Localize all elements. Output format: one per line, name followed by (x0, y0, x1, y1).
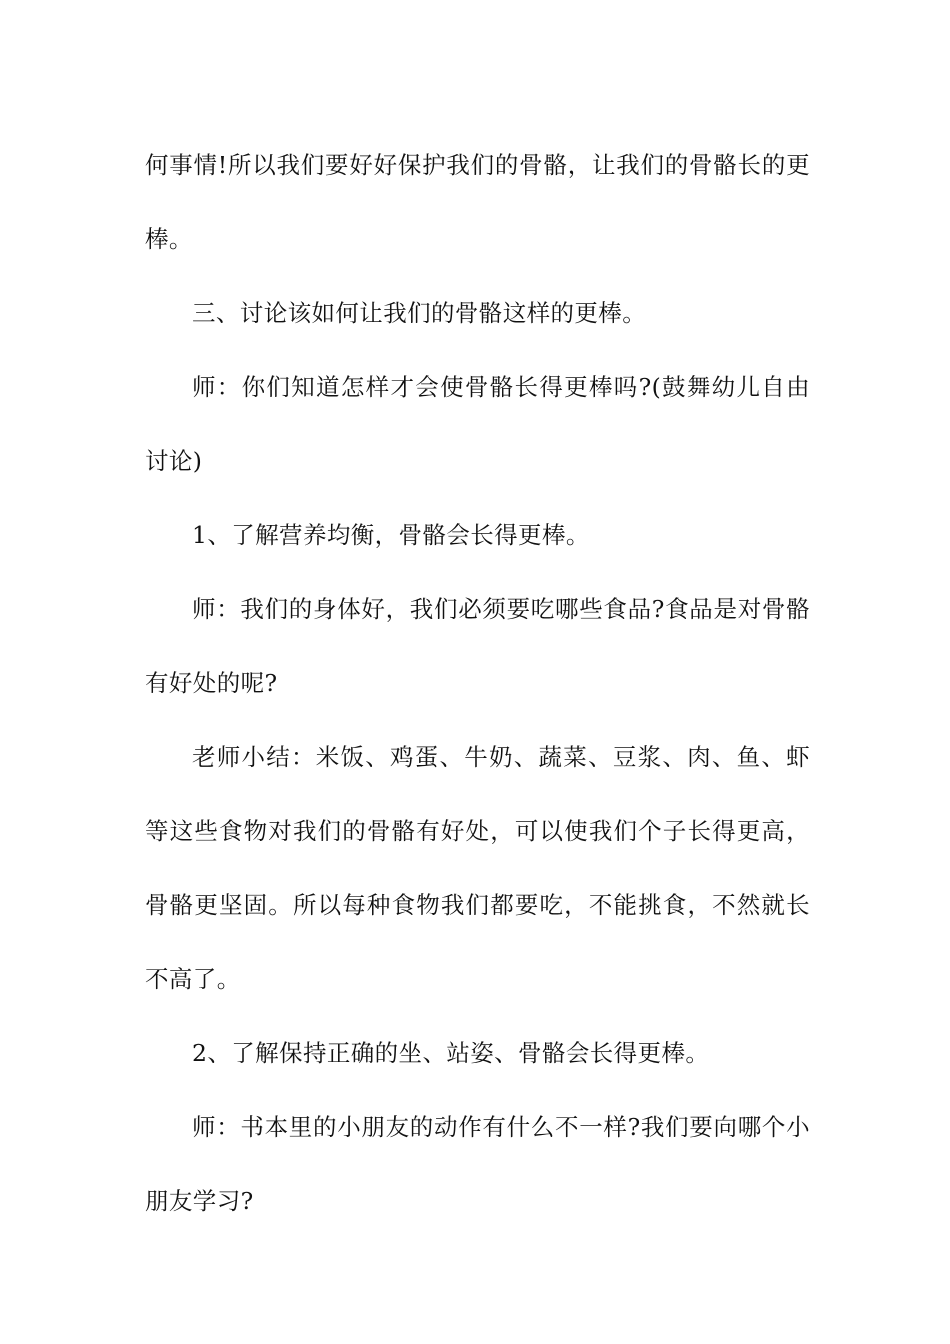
paragraph-teacher-question: 师：你们知道怎样才会使骨骼长得更棒吗?(鼓舞幼儿自由讨论) (145, 373, 810, 475)
paragraph-point-2: 2、了解保持正确的坐、站姿、骨骼会长得更棒。 (192, 1039, 710, 1067)
paragraph-teacher-summary: 老师小结：米饭、鸡蛋、牛奶、蔬菜、豆浆、肉、鱼、虾等这些食物对我们的骨骼有好处，可以使我们个子长得更高，骨骼更坚固。所以每种食物我们都要吃，不能挑食，不然就长不高了。 (145, 743, 810, 993)
document-body (145, 128, 810, 1238)
paragraph-continuation: 何事情!所以我们要好好保护我们的骨骼，让我们的骨骼长的更棒。 (145, 151, 810, 253)
paragraph-teacher-posture-question: 师：书本里的小朋友的动作有什么不一样?我们要向哪个小朋友学习? (145, 1113, 810, 1215)
paragraph-point-1: 1、了解营养均衡，骨骼会长得更棒。 (192, 521, 590, 549)
paragraph-teacher-food-question: 师：我们的身体好，我们必须要吃哪些食品?食品是对骨骼有好处的呢? (145, 595, 810, 697)
paragraph-section-heading: 三、讨论该如何让我们的骨骼这样的更棒。 (192, 299, 647, 327)
